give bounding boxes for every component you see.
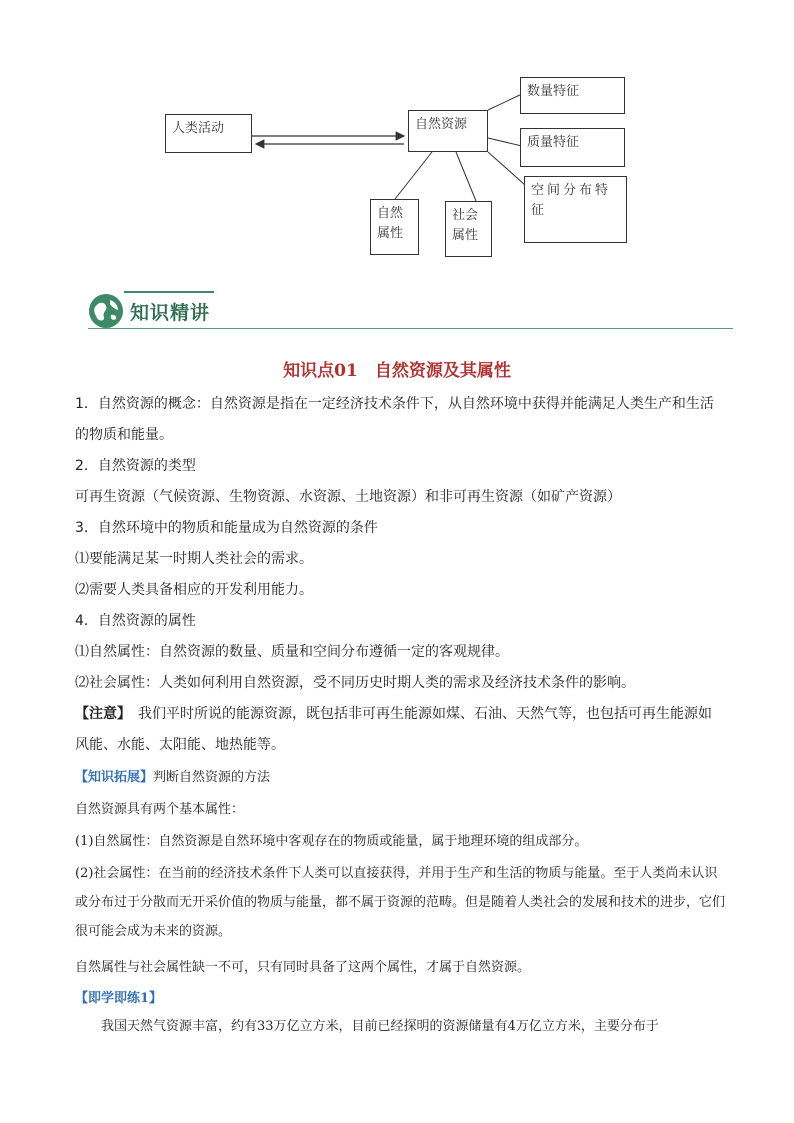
extension-paragraph-3: (2)社会属性：在当前的经济技术条件下人类可以直接获得，并用于生产和生活的物质与能量。至于人类尚未认识或分布过于分散而无开采价值的物质与能量，都不属于资源的范畴。但是随着人类社会的发展和技术的进步，它们很可能会成为未来的资源。: [75, 866, 726, 939]
natural-attr-line1: 自然: [377, 206, 404, 221]
box-quantity-feature: 数量特征: [520, 77, 625, 114]
social-attr-line1: 社会: [452, 208, 479, 223]
box-quality-feature: 质量特征: [520, 128, 625, 167]
extension-paragraph-1: 自然资源具有两个基本属性：: [75, 802, 245, 817]
paragraph-types-heading: 2．自然资源的类型: [75, 458, 196, 474]
paragraph-condition-2: ⑵需要人类具备相应的开发利用能力。: [75, 582, 313, 598]
extension-title: 判断自然资源的方法: [153, 770, 271, 785]
extension-label: 【知识拓展】: [75, 770, 154, 785]
paragraph-natural-attribute: ⑴自然属性：自然资源的数量、质量和空间分布遵循一定的客观规律。: [75, 644, 509, 660]
note-text: 我们平时所说的能源资源，既包括非可再生能源如煤、石油、天然气等，也包括可再生能源如风能、水能、太阳能、地热能等。: [75, 706, 712, 753]
paragraph-attributes-heading: 4．自然资源的属性: [75, 613, 196, 629]
banner-divider: [88, 328, 733, 329]
social-attr-line2: 属性: [452, 228, 479, 243]
paragraph-types: 可再生资源（气候资源、生物资源、水资源、土地资源）和非可再生资源（如矿产资源）: [75, 489, 621, 505]
box-natural-attribute: [370, 199, 419, 255]
section-title: 知识点01 自然资源及其属性: [283, 361, 511, 381]
banner-title: 知识精讲: [130, 302, 211, 324]
box-natural-resource: 自然资源: [408, 110, 488, 152]
paragraph-condition-1: ⑴要能满足某一时期人类社会的需求。: [75, 551, 313, 567]
box-spatial-feature: 空间分布特征: [524, 176, 627, 243]
paragraph-conditions-heading: 3．自然环境中的物质和能量成为自然资源的条件: [75, 520, 378, 536]
practice-label: [75, 984, 725, 1013]
diagram-connectors: [0, 0, 794, 300]
paragraph-note: [75, 699, 725, 761]
practice-label-text: 【即学即练1】: [75, 991, 163, 1006]
paragraph-concept: 1．自然资源的概念：自然资源是指在一定经济技术条件下，从自然环境中获得并能满足人类生产和生活的物质和能量。: [75, 396, 714, 443]
box-human-activity: 人类活动: [165, 114, 252, 153]
globe-icon: [86, 291, 126, 331]
note-label: 【注意】: [75, 706, 124, 722]
extension-paragraph-2: (1)自然属性：自然资源是自然环境中客观存在的物质或能量，属于地理环境的组成部分。: [75, 834, 588, 849]
natural-attr-line2: 属性: [377, 226, 404, 241]
banner-top-rule: [124, 291, 214, 293]
extension-heading: [75, 763, 725, 792]
paragraph-social-attribute: ⑵社会属性：人类如何利用自然资源，受不同历史时期人类的需求及经济技术条件的影响。: [75, 675, 635, 691]
extension-paragraph-4: 自然属性与社会属性缺一不可，只有同时具备了这两个属性，才属于自然资源。: [75, 960, 531, 975]
box-social-attribute: [445, 201, 492, 257]
practice-paragraph: 我国天然气资源丰富，约有33万亿立方米，目前已经探明的资源储量有4万亿立方米，主要分布于: [75, 1019, 659, 1034]
